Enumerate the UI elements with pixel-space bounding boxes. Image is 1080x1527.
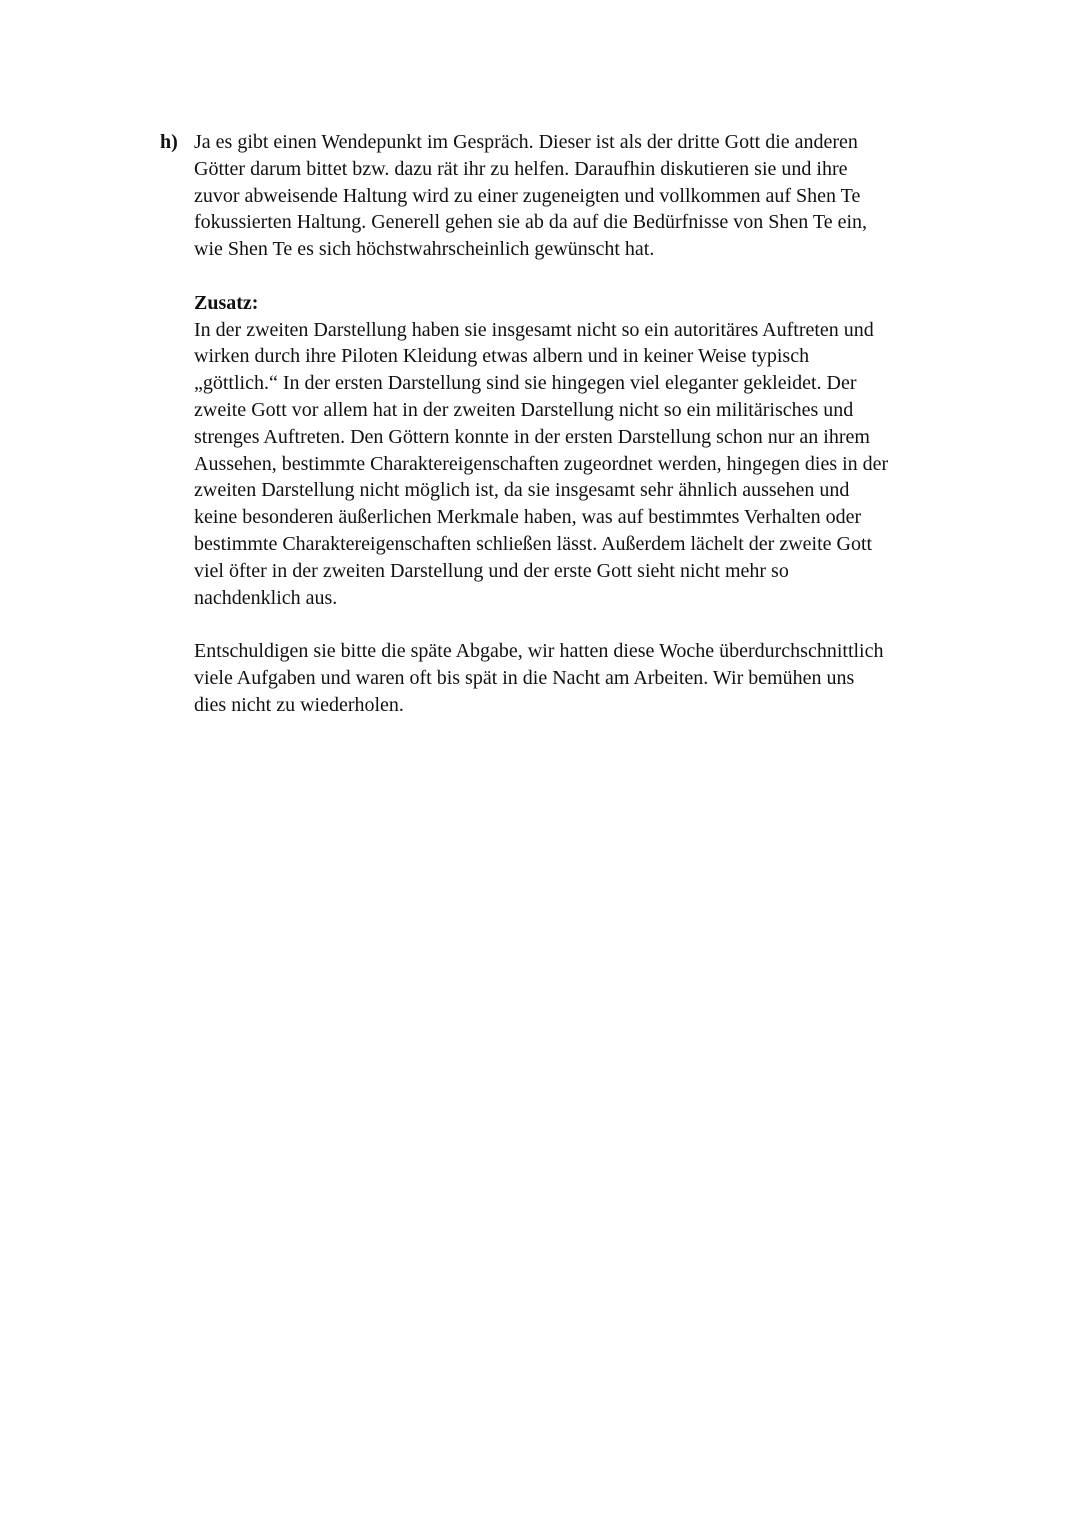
closing-paragraph — [194, 638, 964, 718]
text-line: viel öfter in der zweiten Darstellung und der erste Gott sieht nicht mehr so — [194, 559, 789, 582]
text-line: viele Aufgaben und waren oft bis spät in die Nacht am Arbeiten. Wir bemühen uns — [194, 666, 855, 689]
text-line: zuvor abweisende Haltung wird zu einer zugeneigten und vollkommen auf Shen Te — [194, 184, 861, 207]
paragraph-spacer — [194, 263, 964, 290]
text-line: Aussehen, bestimmte Charaktereigenschaften zugeordnet werden, hingegen dies in der — [194, 452, 889, 475]
text-line: Ja es gibt einen Wendepunkt im Gespräch. Dieser ist als der dritte Gott die anderen — [194, 131, 858, 153]
text-line: Entschuldigen sie bitte die späte Abgabe, wir hatten diese Woche überdurchschnittlich — [194, 640, 884, 663]
answer-body — [194, 129, 964, 719]
text-line: wie Shen Te es sich höchstwahrscheinlich gewünscht hat. — [194, 238, 655, 261]
text-line: Götter darum bittet bzw. dazu rät ihr zu helfen. Daraufhin diskutieren sie und ihre — [194, 157, 848, 180]
text-line: zweiten Darstellung nicht möglich ist, da sie insgesamt sehr ähnlich aussehen und — [194, 479, 850, 502]
text-line: dies nicht zu wiederholen. — [194, 693, 404, 716]
text-line: wirken durch ihre Piloten Kleidung etwas albern und in keiner Weise typisch — [194, 345, 810, 368]
zusatz-heading: Zusatz: — [194, 291, 259, 314]
text-line: keine besonderen äußerlichen Merkmale haben, was auf bestimmtes Verhalten oder — [194, 506, 862, 529]
paragraph-spacer — [194, 611, 964, 638]
text-line: strenges Auftreten. Den Göttern konnte in der ersten Darstellung schon nur an ihrem — [194, 425, 870, 448]
text-line: zweite Gott vor allem hat in der zweiten Darstellung nicht so ein militärisches und — [194, 398, 854, 421]
text-line: „göttlich.“ In der ersten Darstellung sind sie hingegen viel eleganter gekleidet. Der — [194, 372, 857, 395]
text-line: nachdenklich aus. — [194, 586, 338, 609]
answer-paragraph — [194, 129, 964, 263]
text-line: bestimmte Charaktereigenschaften schließen lässt. Außerdem lächelt der zweite Gott — [194, 532, 873, 555]
item-marker: h) — [160, 131, 178, 153]
text-line: In der zweiten Darstellung haben sie insgesamt nicht so ein autoritäres Auftreten und — [194, 318, 874, 341]
zusatz-section — [194, 290, 964, 612]
text-line: fokussierten Haltung. Generell gehen sie ab da auf die Bedürfnisse von Shen Te ein, — [194, 211, 868, 234]
